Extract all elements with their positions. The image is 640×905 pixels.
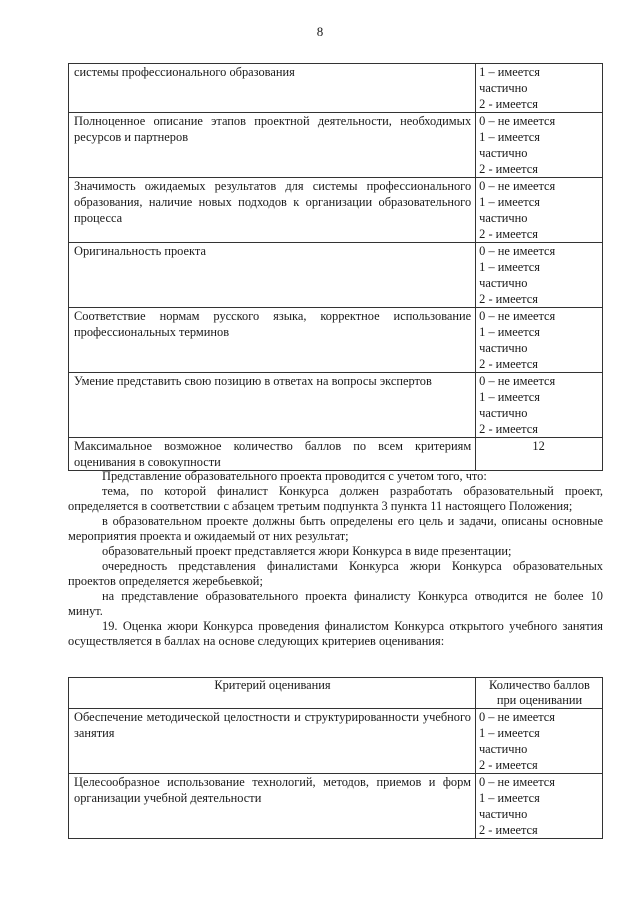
body-text [68, 469, 603, 649]
total-row [69, 438, 603, 471]
criterion-cell: Значимость ожидаемых результатов для системы профессионального образования, наличие новых подходов к организации образовательного процесса [69, 178, 476, 243]
paragraph: в образовательном проекте должны быть определены его цель и задачи, описаны основные мероприятия проекта и ожидаемый от них результат; [68, 514, 603, 543]
criterion-cell: Целесообразное использование технологий, методов, приемов и форм организации учебной деятельности [69, 774, 476, 839]
scores-cell [475, 774, 602, 839]
criterion-cell: Оригинальность проекта [69, 243, 476, 308]
paragraph: образовательный проект представляется жюри Конкурса в виде презентации; [102, 544, 512, 558]
score-option: 2 - имеется [479, 422, 538, 436]
criterion-cell: Умение представить свою позицию в ответах на вопросы экспертов [69, 373, 476, 438]
total-value: 12 [532, 439, 545, 453]
scores-cell [476, 178, 603, 243]
score-option: 0 – не имеется [478, 710, 556, 724]
total-label: Максимальное возможное количество баллов по всем критериям оценивания в совокупности [69, 438, 476, 471]
table-row [69, 64, 603, 113]
score-option: 0 – не имеется [479, 374, 556, 388]
table-row [69, 709, 603, 774]
score-option: 2 - имеется [479, 357, 538, 371]
column-header-line: Количество баллов [489, 678, 590, 692]
scores-cell [476, 243, 603, 308]
score-option: 1 – имеется [479, 260, 540, 274]
table-row [69, 113, 603, 178]
page-number: 8 [316, 24, 324, 39]
table-row [69, 308, 603, 373]
score-option: 2 - имеется [479, 162, 538, 176]
paragraph: на представление образовательного проекта финалисту Конкурса отводится не более 10 минут. [68, 589, 603, 618]
score-option: 1 – имеется [479, 65, 540, 79]
score-option: 0 – не имеется [478, 775, 556, 789]
paragraph: очередность представления финалистами Конкурса жюри Конкурса образовательных проектов определяется жеребьевкой; [68, 559, 603, 588]
paragraph: тема, по которой финалист Конкурса должен разработать образовательный проект, определяется в соответствии с абзацем третьим подпункта 3 пункта 11 настоящего Положения; [68, 484, 603, 513]
table-header-row [69, 678, 603, 709]
scores-cell [476, 373, 603, 438]
table-row [69, 178, 603, 243]
score-option: частично [479, 211, 528, 225]
score-option: 1 – имеется [479, 325, 540, 339]
paragraph: Представление образовательного проекта проводится с учетом того, что: [102, 469, 487, 483]
score-option: 2 - имеется [478, 823, 538, 837]
score-option: 1 – имеется [479, 130, 540, 144]
paragraph: 19. Оценка жюри Конкурса проведения финалистом Конкурса открытого учебного занятия осуществляется в баллах на основе следующих критериев оценивания: [68, 619, 603, 648]
scores-cell [475, 709, 602, 774]
score-option: 1 – имеется [479, 390, 540, 404]
column-header-scores [475, 678, 602, 709]
score-option: 2 - имеется [479, 227, 538, 241]
score-option: 0 – не имеется [479, 114, 556, 128]
criterion-cell: Полноценное описание этапов проектной деятельности, необходимых ресурсов и партнеров [69, 113, 476, 178]
table-row [69, 373, 603, 438]
scores-cell [476, 64, 603, 113]
criteria-table-lesson [68, 677, 603, 839]
score-option: частично [479, 81, 528, 95]
score-option: 2 - имеется [478, 758, 538, 772]
score-option: частично [479, 341, 528, 355]
score-option: частично [479, 276, 528, 290]
criterion-cell: Обеспечение методической целостности и структурированности учебного занятия [69, 709, 476, 774]
criterion-cell: Соответствие нормам русского языка, корректное использование профессиональных терминов [69, 308, 476, 373]
table-row [69, 774, 603, 839]
score-option: 2 - имеется [479, 97, 538, 111]
score-option: 0 – не имеется [479, 179, 556, 193]
score-option: 2 - имеется [479, 292, 538, 306]
column-header-line: при оценивании [496, 693, 583, 707]
scores-cell [476, 113, 603, 178]
score-option: 1 – имеется [479, 195, 540, 209]
score-option: частично [478, 742, 528, 756]
score-option: частично [479, 406, 528, 420]
score-option: 1 – имеется [478, 791, 540, 805]
criteria-table-projects [68, 63, 603, 471]
table-row [69, 243, 603, 308]
score-option: частично [478, 807, 528, 821]
column-header-criterion: Критерий оценивания [69, 678, 476, 709]
score-option: 0 – не имеется [479, 309, 556, 323]
total-cell [476, 438, 603, 471]
score-option: частично [479, 146, 528, 160]
score-option: 1 – имеется [478, 726, 540, 740]
score-option: 0 – не имеется [479, 244, 556, 258]
criterion-cell: системы профессионального образования [69, 64, 476, 113]
scores-cell [476, 308, 603, 373]
